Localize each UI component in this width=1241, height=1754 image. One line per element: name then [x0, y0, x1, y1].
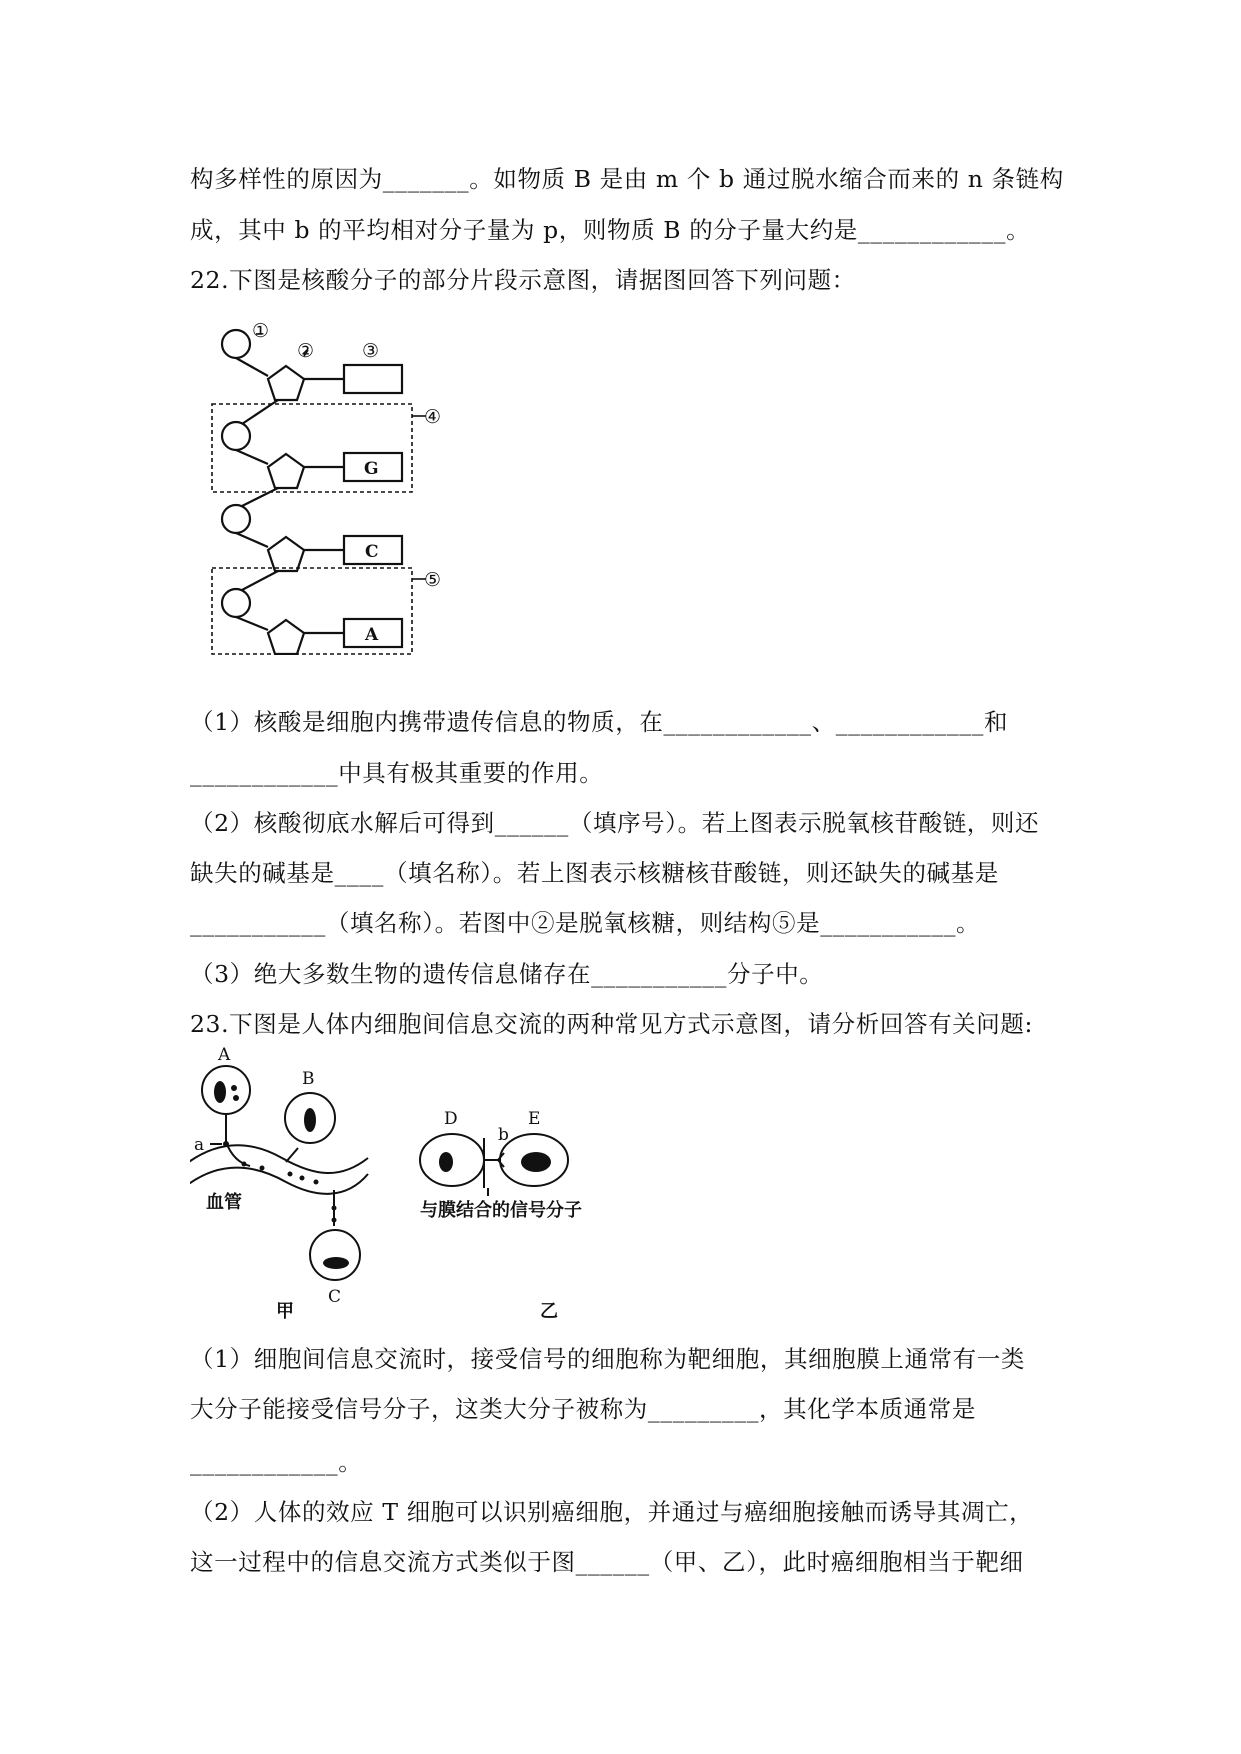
cell-label-a: A	[218, 1045, 231, 1065]
membrane-signal-label: 与膜结合的信号分子	[420, 1200, 582, 1221]
cell-signaling-figure	[190, 1040, 660, 1320]
q23-part1-line1: （1）细胞间信息交流时，接受信号的细胞称为靶细胞，其细胞膜上通常有一类	[190, 1345, 1025, 1373]
question-23-title: 23.下图是人体内细胞间信息交流的两种常见方式示意图，请分析回答有关问题:	[190, 1010, 1033, 1038]
q22-part2-line2: 缺失的碱基是____（填名称）。若上图表示核糖核苷酸链，则还缺失的碱基是	[190, 859, 999, 887]
cell-label-e: E	[528, 1109, 541, 1129]
base-g: G	[364, 459, 379, 479]
signal-label-a: a	[194, 1135, 205, 1155]
cell-label-c: C	[328, 1287, 342, 1307]
base-c: C	[365, 542, 379, 562]
caption-jia: 甲	[276, 1301, 294, 1320]
nucleic-acid-figure	[200, 320, 460, 655]
label-1: ①	[252, 320, 270, 342]
q23-part1-line2: 大分子能接受信号分子，这类大分子被称为_________，其化学本质通常是	[190, 1395, 976, 1423]
cell-label-b: B	[302, 1069, 315, 1089]
q22-part2-line1: （2）核酸彻底水解后可得到______（填序号）。若上图表示脱氧核苷酸链，则还	[190, 809, 1040, 837]
question-22-title: 22.下图是核酸分子的部分片段示意图，请据图回答下列问题：	[190, 266, 856, 294]
q23-part2-line2: 这一过程中的信息交流方式类似于图______（甲、乙），此时癌细胞相当于靶细	[190, 1548, 1024, 1576]
q22-part2-line3: ___________（填名称）。若图中②是脱氧核糖，则结构⑤是___________。	[190, 909, 981, 937]
text-line-2: 成，其中 b 的平均相对分子量为 p，则物质 B 的分子量大约是____________。	[190, 216, 1031, 244]
label-5: ⑤	[424, 569, 442, 591]
q22-part1-line1: （1）核酸是细胞内携带遗传信息的物质，在____________、____________和	[190, 708, 1009, 736]
label-2: ②	[297, 340, 315, 362]
caption-yi: 乙	[540, 1301, 558, 1320]
label-4: ④	[424, 406, 442, 428]
signal-label-b: b	[498, 1125, 509, 1145]
vessel-label: 血管	[206, 1192, 242, 1213]
q22-part1-line2: ____________中具有极其重要的作用。	[190, 759, 604, 787]
q22-part3: （3）绝大多数生物的遗传信息储存在___________分子中。	[190, 960, 824, 988]
cell-label-d: D	[444, 1109, 458, 1129]
label-3: ③	[362, 340, 380, 362]
q23-part2-line1: （2）人体的效应 T 细胞可以识别癌细胞，并通过与癌细胞接触而诱导其凋亡，	[190, 1498, 1034, 1526]
base-a: A	[365, 625, 379, 645]
text-line-1: 构多样性的原因为_______。如物质 B 是由 m 个 b 通过脱水缩合而来的 n 条链构	[190, 165, 1064, 193]
q23-part1-line3: ____________。	[190, 1448, 363, 1476]
